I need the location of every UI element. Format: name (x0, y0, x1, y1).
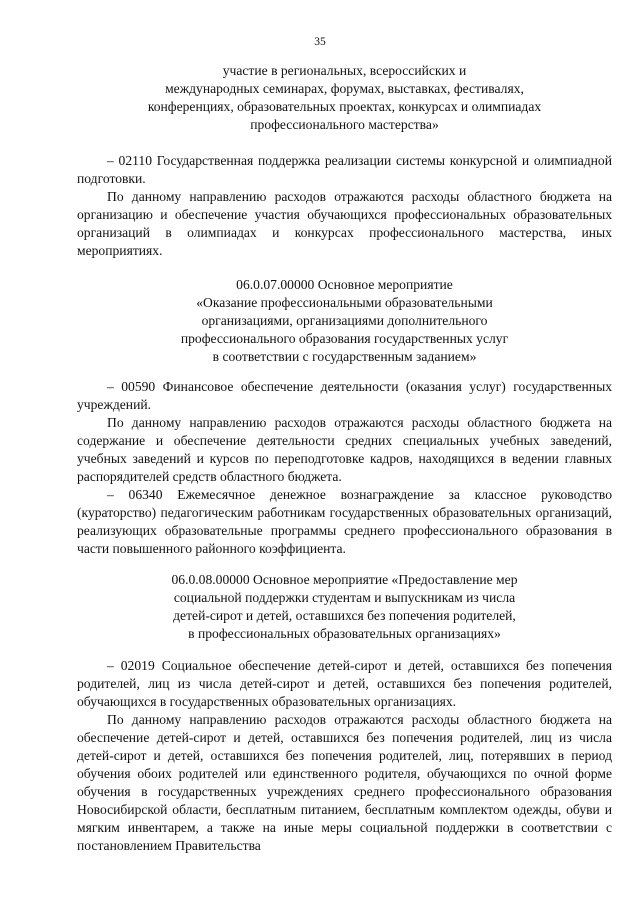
heading-line: участие в региональных, всероссийских и (222, 63, 467, 78)
heading-line: в профессиональных образовательных организациях» (188, 626, 501, 641)
heading-line: социальной поддержки студентам и выпускникам из числа (173, 590, 516, 605)
paragraph-06340: – 06340 Ежемесячное денежное вознаграждение за классное руководство (кураторство) педагогическим работникам государственных образовательных организаций, реализующих образовательные программы среднего профессионального образования в части повышенного районного коэффициента. (77, 487, 612, 556)
heading-line: конференциях, образовательных проектах, конкурсах и олимпиадах (147, 99, 542, 114)
section-heading-olympiads (77, 62, 612, 134)
section-heading-06-0-07 (77, 276, 612, 366)
heading-line: «Оказание профессиональными образовательными (196, 295, 493, 310)
heading-line: детей-сирот и детей, оставшихся без попечения родителей, (173, 608, 516, 623)
heading-line: профессионального мастерства» (250, 117, 439, 132)
heading-line: 06.0.07.00000 Основное мероприятие (236, 277, 453, 292)
section-heading-06-0-08 (77, 571, 612, 643)
heading-line: профессионального образования государственных услуг (180, 331, 509, 346)
paragraph-02110: – 02110 Государственная поддержка реализации системы конкурсной и олимпиадной подготовки. (77, 153, 612, 186)
paragraph-02110-description: По данному направлению расходов отражаются расходы областного бюджета на организацию и обеспечение участия обучающихся профессиональных образовательных организаций в олимпиадах и конкурсах профессионального мастерства, иных мероприятиях. (77, 189, 612, 258)
paragraph-02019: – 02019 Социальное обеспечение детей-сирот и детей, оставшихся без попечения родителей, лиц из числа детей-сирот и детей, оставшихся без попечения родителей, обучающихся в государственных образовательных организациях. (77, 658, 612, 709)
heading-line: организациями, организациями дополнительного (201, 313, 488, 328)
paragraph-00590: – 00590 Финансовое обеспечение деятельности (оказания услуг) государственных учреждений. (77, 379, 612, 412)
paragraph-00590-description: По данному направлению расходов отражаются расходы областного бюджета на содержание и обеспечение деятельности средних специальных учебных заведений, учебных заведений и курсов по переподготовке кадров, находящихся в ведении главных распорядителей средств областного бюджета. (77, 415, 612, 484)
heading-line: в соответствии с государственным заданием» (212, 349, 477, 364)
page-number: 35 (314, 36, 326, 48)
heading-line: международных семинарах, форумах, выставках, фестивалях, (165, 81, 524, 96)
heading-line: 06.0.08.00000 Основное мероприятие «Предоставление мер (171, 572, 518, 587)
paragraph-02019-description: По данному направлению расходов отражаются расходы областного бюджета на обеспечение детей-сирот и детей, оставшихся без попечения родителей, лиц из числа детей-сирот и детей, оставшихся без попечения родителей, лиц, потерявших в период обучения обоих родителей или единственного родителя, обучающихся по очной форме обучения в государственных учреждениях среднего профессионального образования Новосибирской области, бесплатным питанием, бесплатным комплектом одежды, обуви и мягким инвентарем, а также на иные меры социальной поддержки в соответствии с постановлением Правительства (77, 712, 612, 853)
